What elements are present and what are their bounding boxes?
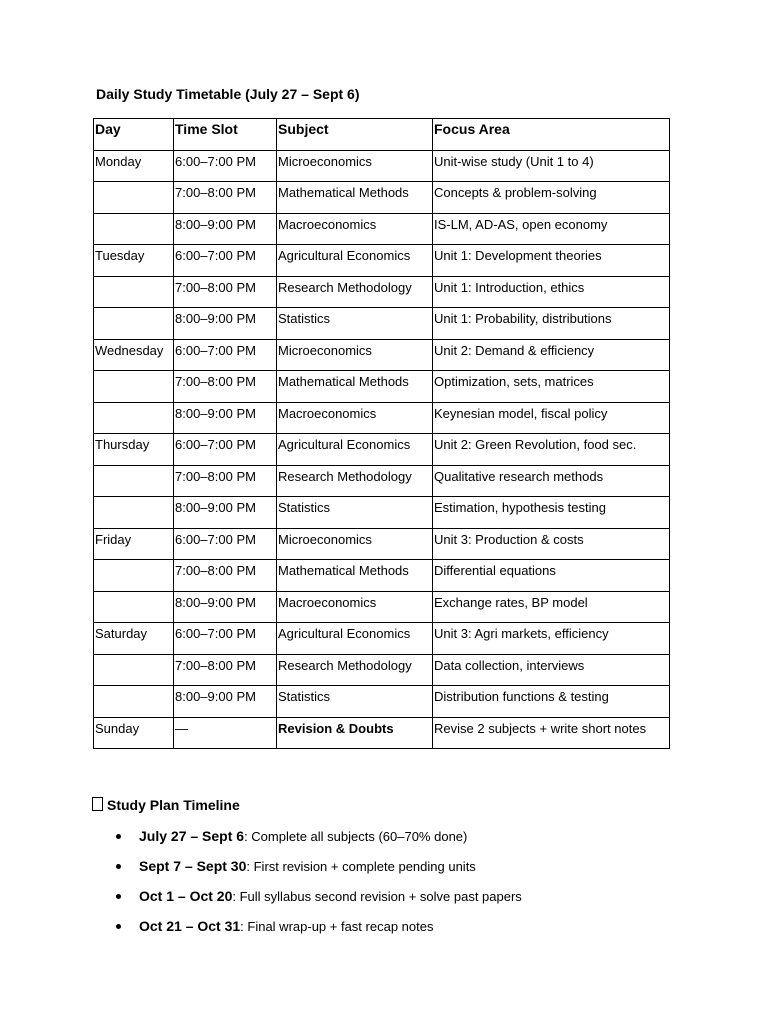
table-row [94,308,670,340]
cell-subject: Statistics [277,686,433,718]
cell-focus-area: Exchange rates, BP model [433,591,670,623]
cell-subject: Revision & Doubts [277,717,433,749]
cell-subject: Research Methodology [277,654,433,686]
cell-day [94,371,174,403]
bullet-icon [116,864,121,869]
table-row [94,434,670,466]
cell-focus-area: Unit 2: Green Revolution, food sec. [433,434,670,466]
timetable [93,118,670,749]
table-row [94,686,670,718]
cell-time-slot: 8:00–9:00 PM [174,402,277,434]
cell-day [94,182,174,214]
bullet-icon [116,924,121,929]
cell-subject: Research Methodology [277,465,433,497]
cell-time-slot: 6:00–7:00 PM [174,528,277,560]
cell-day [94,591,174,623]
cell-time-slot: 6:00–7:00 PM [174,245,277,277]
cell-focus-area: Unit 1: Probability, distributions [433,308,670,340]
cell-subject: Agricultural Economics [277,245,433,277]
timeline-heading [92,797,240,813]
cell-focus-area: Unit-wise study (Unit 1 to 4) [433,150,670,182]
table-row [94,560,670,592]
cell-time-slot: 6:00–7:00 PM [174,434,277,466]
cell-focus-area: Qualitative research methods [433,465,670,497]
cell-focus-area: Unit 2: Demand & efficiency [433,339,670,371]
cell-focus-area: Unit 1: Development theories [433,245,670,277]
cell-subject: Mathematical Methods [277,560,433,592]
cell-time-slot: 6:00–7:00 PM [174,339,277,371]
header-time-slot: Time Slot [174,119,277,151]
timeline-date: Sept 7 – Sept 30 [139,858,247,874]
cell-time-slot: 8:00–9:00 PM [174,213,277,245]
cell-day [94,465,174,497]
timeline-list [92,818,692,938]
table-row [94,528,670,560]
table-row [94,654,670,686]
cell-time-slot: 7:00–8:00 PM [174,654,277,686]
page-title: Daily Study Timetable (July 27 – Sept 6) [96,86,360,102]
cell-day: Monday [94,150,174,182]
cell-focus-area: Optimization, sets, matrices [433,371,670,403]
table-row [94,497,670,529]
timeline-heading-text: Study Plan Timeline [107,797,240,813]
timeline-date: Oct 21 – Oct 31 [139,918,241,934]
cell-subject: Macroeconomics [277,213,433,245]
list-item [92,848,692,878]
timeline-date: July 27 – Sept 6 [139,828,245,844]
bullet-icon [116,894,121,899]
cell-day: Tuesday [94,245,174,277]
cell-time-slot: 6:00–7:00 PM [174,150,277,182]
cell-time-slot: 6:00–7:00 PM [174,623,277,655]
cell-time-slot: 7:00–8:00 PM [174,182,277,214]
cell-time-slot: 8:00–9:00 PM [174,308,277,340]
cell-focus-area: Estimation, hypothesis testing [433,497,670,529]
cell-subject: Mathematical Methods [277,182,433,214]
cell-time-slot: 7:00–8:00 PM [174,560,277,592]
cell-subject: Research Methodology [277,276,433,308]
cell-subject: Agricultural Economics [277,434,433,466]
cell-day [94,560,174,592]
cell-subject: Macroeconomics [277,402,433,434]
missing-glyph-icon [92,797,103,811]
cell-day: Saturday [94,623,174,655]
cell-day [94,308,174,340]
cell-time-slot: 7:00–8:00 PM [174,276,277,308]
cell-focus-area: Data collection, interviews [433,654,670,686]
cell-day: Wednesday [94,339,174,371]
list-item [92,908,692,938]
cell-time-slot: 8:00–9:00 PM [174,686,277,718]
table-row [94,182,670,214]
list-item [92,818,692,848]
cell-subject: Macroeconomics [277,591,433,623]
cell-subject: Mathematical Methods [277,371,433,403]
table-row [94,245,670,277]
table-row [94,276,670,308]
cell-day [94,402,174,434]
timeline-text: : Full syllabus second revision + solve past papers [232,889,522,904]
cell-time-slot: — [174,717,277,749]
cell-subject: Microeconomics [277,150,433,182]
table-row [94,150,670,182]
cell-day: Friday [94,528,174,560]
cell-focus-area: Unit 3: Agri markets, efficiency [433,623,670,655]
cell-focus-area: Distribution functions & testing [433,686,670,718]
cell-subject: Microeconomics [277,339,433,371]
table-row [94,591,670,623]
table-header-row [94,119,670,151]
header-subject: Subject [277,119,433,151]
cell-subject: Microeconomics [277,528,433,560]
timeline-text: : Complete all subjects (60–70% done) [244,829,468,844]
header-focus-area: Focus Area [433,119,670,151]
table-row [94,465,670,497]
cell-focus-area: Unit 1: Introduction, ethics [433,276,670,308]
cell-focus-area: Unit 3: Production & costs [433,528,670,560]
cell-focus-area: Concepts & problem-solving [433,182,670,214]
cell-time-slot: 7:00–8:00 PM [174,465,277,497]
cell-focus-area: Revise 2 subjects + write short notes [433,717,670,749]
timeline-text: : Final wrap-up + fast recap notes [240,919,434,934]
cell-day: Sunday [94,717,174,749]
table-row [94,623,670,655]
cell-time-slot: 8:00–9:00 PM [174,497,277,529]
cell-time-slot: 8:00–9:00 PM [174,591,277,623]
cell-focus-area: Differential equations [433,560,670,592]
cell-day [94,654,174,686]
table-row [94,402,670,434]
cell-time-slot: 7:00–8:00 PM [174,371,277,403]
cell-subject: Agricultural Economics [277,623,433,655]
table-row [94,717,670,749]
cell-day [94,213,174,245]
cell-day [94,686,174,718]
table-row [94,213,670,245]
cell-focus-area: IS-LM, AD-AS, open economy [433,213,670,245]
cell-day [94,276,174,308]
cell-day: Thursday [94,434,174,466]
header-day: Day [94,119,174,151]
table-row [94,339,670,371]
cell-day [94,497,174,529]
bullet-icon [116,834,121,839]
table-row [94,371,670,403]
cell-focus-area: Keynesian model, fiscal policy [433,402,670,434]
cell-subject: Statistics [277,497,433,529]
cell-subject: Statistics [277,308,433,340]
timetable-body [94,150,670,749]
timeline-text: : First revision + complete pending units [246,859,476,874]
list-item [92,878,692,908]
timeline-date: Oct 1 – Oct 20 [139,888,233,904]
